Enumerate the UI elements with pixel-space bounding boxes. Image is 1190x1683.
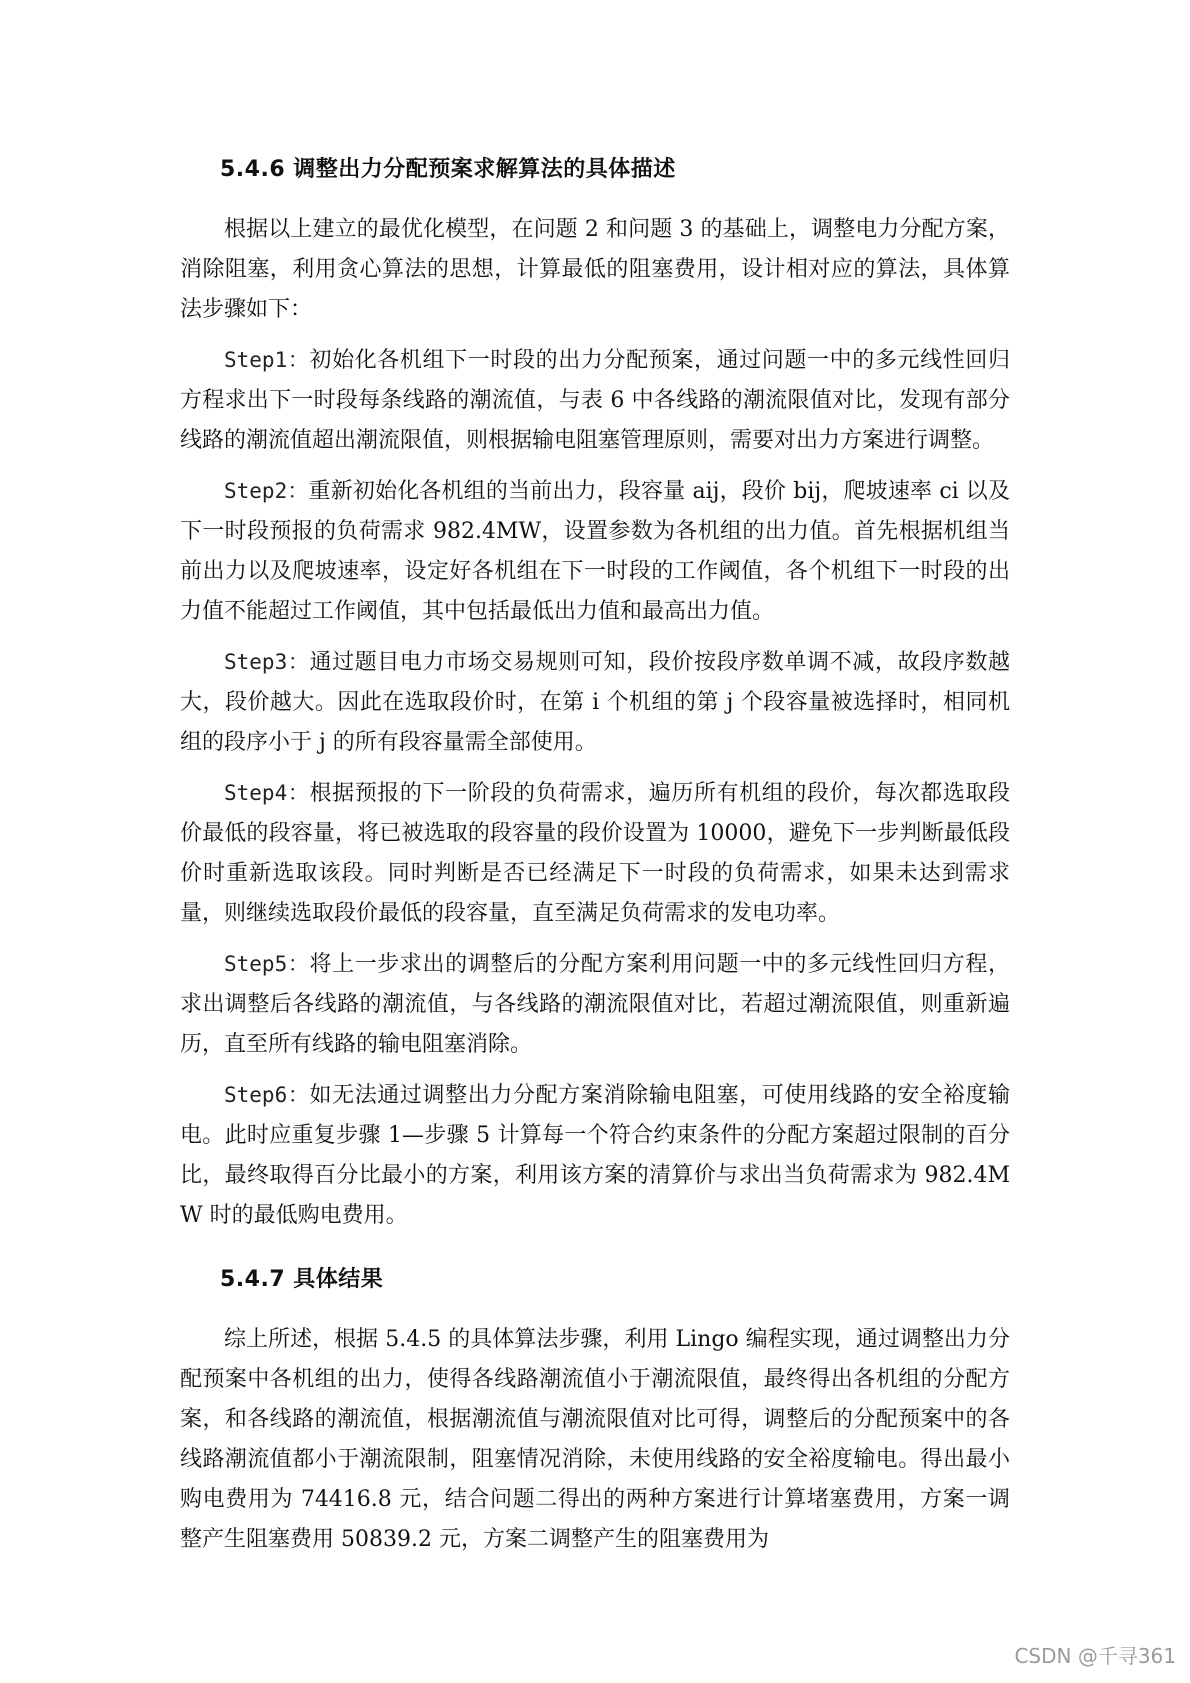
step-5-label: Step5：	[224, 952, 310, 976]
step-1-text: 初始化各机组下一时段的出力分配预案，通过问题一中的多元线性回归方程求出下一时段每条线路的潮流值，与表 6 中各线路的潮流限值对比，发现有部分线路的潮流值超出潮流限值，则根据输电阻塞管理原则，需要对出力方案进行调整。	[180, 348, 1010, 453]
step-6-label: Step6：	[224, 1083, 310, 1107]
step-2-paragraph	[180, 471, 1010, 632]
csdn-watermark: CSDN @千寻361	[1014, 1644, 1176, 1668]
section-547-body: 综上所述，根据 5.4.5 的具体算法步骤，利用 Lingo 编程实现，通过调整出力分配预案中各机组的出力，使得各线路潮流值小于潮流限值，最终得出各机组的分配方案，和各线路的潮流值，根据潮流值与潮流限值对比可得，调整后的分配预案中的各线路潮流值都小于潮流限制，阻塞情况消除，未使用线路的安全裕度输电。得出最小购电费用为 74416.8 元，结合问题二得出的两种方案进行计算堵塞费用，方案一调整产生阻塞费用 50839.2 元，方案二调整产生的阻塞费用为	[180, 1327, 1010, 1552]
step-1-label: Step1：	[224, 348, 310, 372]
step-6-text: 如无法通过调整出力分配方案消除输电阻塞，可使用线路的安全裕度输电。此时应重复步骤 1—步骤 5 计算每一个符合约束条件的分配方案超过限制的百分比，最终取得百分比最小的方案，利用该方案的清算价与求出当负荷需求为 982.4MW 时的最低购电费用。	[180, 1083, 1010, 1228]
document-content	[180, 150, 1010, 1570]
step-4-text: 根据预报的下一阶段的负荷需求，遍历所有机组的段价，每次都选取段价最低的段容量，将已被选取的段容量的段价设置为 10000，避免下一步判断最低段价时重新选取该段。同时判断是否已经满足下一时段的负荷需求，如果未达到需求量，则继续选取段价最低的段容量，直至满足负荷需求的发电功率。	[180, 781, 1010, 926]
section-546-intro: 根据以上建立的最优化模型，在问题 2 和问题 3 的基础上，调整电力分配方案，消除阻塞，利用贪心算法的思想，计算最低的阻塞费用，设计相对应的算法，具体算法步骤如下：	[180, 217, 1010, 322]
step-1-paragraph	[180, 340, 1010, 461]
step-5-paragraph	[180, 944, 1010, 1065]
step-3-paragraph	[180, 642, 1010, 763]
step-4-label: Step4：	[224, 781, 310, 805]
section-heading-547: 5.4.7 具体结果	[220, 1267, 384, 1292]
section-gap	[180, 1246, 1010, 1260]
step-6-paragraph	[180, 1075, 1010, 1236]
step-4-paragraph	[180, 773, 1010, 934]
section-heading-546: 5.4.6 调整出力分配预案求解算法的具体描述	[220, 157, 676, 182]
step-2-text: 重新初始化各机组的当前出力，段容量 aij，段价 bij，爬坡速率 ci 以及下一时段预报的负荷需求 982.4MW，设置参数为各机组的出力值。首先根据机组当前出力以及爬坡速率，设定好各机组在下一时段的工作阈值，各个机组下一时段的出力值不能超过工作阈值，其中包括最低出力值和最高出力值。	[180, 479, 1010, 624]
step-5-text: 将上一步求出的调整后的分配方案利用问题一中的多元线性回归方程，求出调整后各线路的潮流值，与各线路的潮流限值对比，若超过潮流限值，则重新遍历，直至所有线路的输电阻塞消除。	[180, 952, 1010, 1057]
step-3-label: Step3：	[224, 650, 310, 674]
step-3-text: 通过题目电力市场交易规则可知，段价按段序数单调不减，故段序数越大，段价越大。因此在选取段价时，在第 i 个机组的第 j 个段容量被选择时，相同机组的段序小于 j 的所有段容量需全部使用。	[180, 650, 1010, 755]
step-2-label: Step2：	[224, 479, 309, 503]
